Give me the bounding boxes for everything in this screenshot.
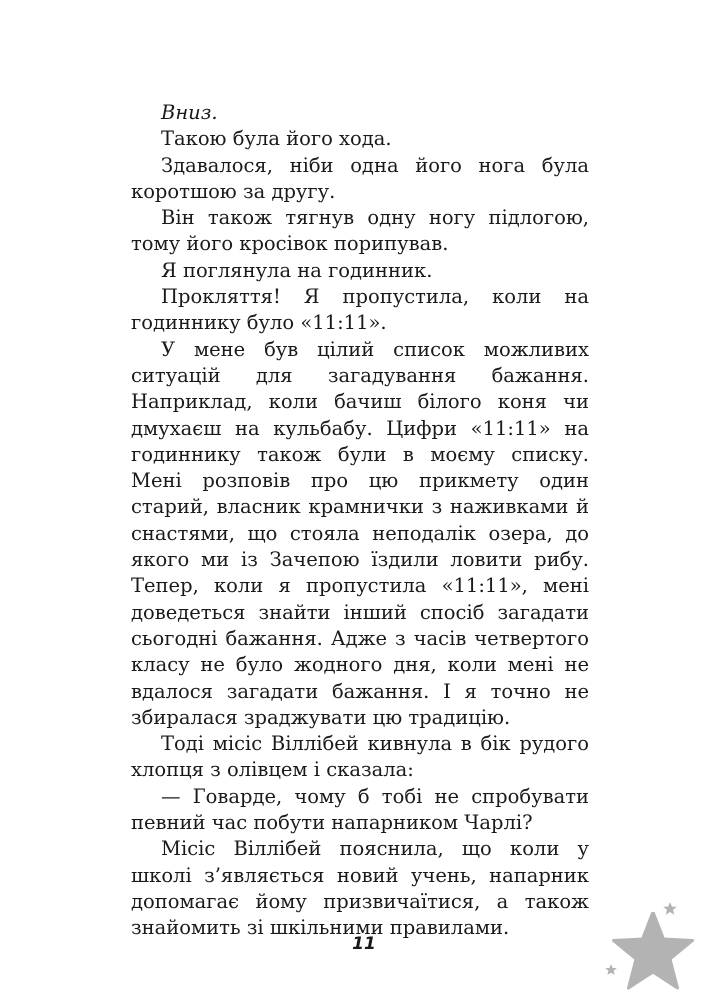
paragraph: Здавалося, ніби одна його нога була коротшою за другу. — [131, 153, 589, 203]
body-text — [131, 100, 589, 942]
paragraph: Місіс Віллібей пояснила, що коли у школі з’являється новий учень, напарник допомагає йому призвичаїтися, а також знайомить зі шкільними правилами. — [131, 837, 589, 940]
paragraph: Він також тягнув одну ногу підлогою, тому його кросівок порипував. — [131, 206, 589, 256]
star-small-bottom-icon — [605, 964, 617, 976]
paragraph: Тоді місіс Віллібей кивнула в бік рудого хлопця з олівцем і сказала: — [131, 732, 589, 782]
page-number: 11 — [352, 934, 376, 954]
paragraph: У мене був цілий список можливих ситуацій для загадування бажання. Наприклад, коли бачиш білого коня чи дмухаєш на кульбабу. Цифри «11:11» на годиннику також були в моєму списку. Мені розповів про цю прикмету один старий, власник крамнички з наживками й снастями, що стояла неподалік озера, до якого ми із Зачепою їздили ловити рибу. Тепер, коли я пропустила «11:11», мені доведеться знайти інший спосіб загадати сьогодні бажання. Адже з часів четвертого класу не було жодного дня, коли мені не вдалося загадати бажання. І я точно не збиралася зраджувати цю традицію. — [131, 337, 589, 729]
paragraph: Такою була його хода. — [161, 127, 392, 151]
paragraph: Я поглянула на годинник. — [161, 258, 433, 282]
star-large-icon — [612, 912, 694, 992]
paragraph: Вниз. — [161, 101, 218, 124]
paragraph: — Говарде, чому б тобі не спробувати певний час побути напарником Чарлі? — [131, 784, 589, 835]
paragraph: Прокляття! Я пропустила, коли на годиннику було «11:11». — [131, 285, 589, 335]
